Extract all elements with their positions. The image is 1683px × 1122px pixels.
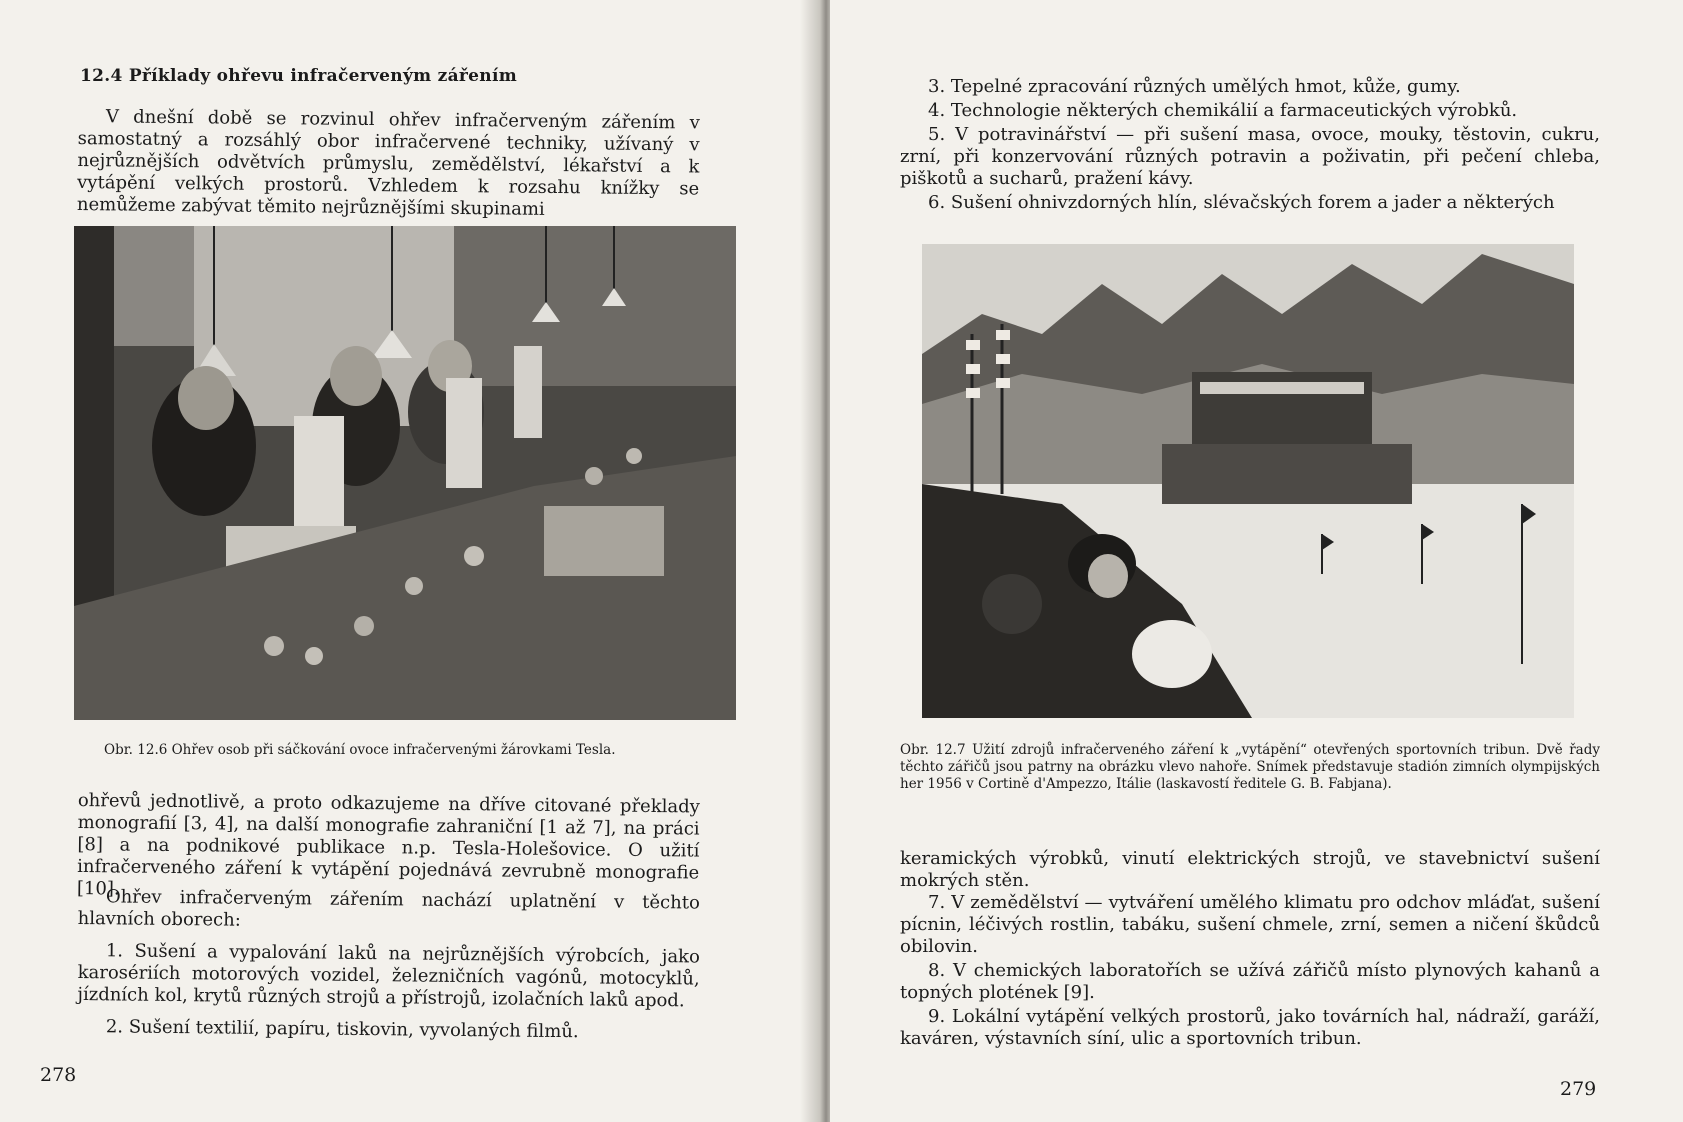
page-number-right: 279 <box>1560 1078 1597 1100</box>
right-page <box>830 0 1683 1122</box>
cortina-stadium-image <box>922 244 1574 718</box>
list-item-1: 1. Sušení a vypalování laků na nejrůznějších výrobcích, jako karosériích motorových vozidel, železničních vagónů, motocyklů, jízdních kol, krytů různých strojů a přístrojů, izolačních laků apod. <box>77 940 700 1012</box>
list-item-6-end: keramických výrobků, vinutí elektrických strojů, ve stavebnictví sušení mokrých stěn. <box>900 848 1600 891</box>
left-page <box>0 0 822 1122</box>
fruit-packing-image <box>74 226 736 720</box>
intro-paragraph: V dnešní době se rozvinul ohřev infračerveným zářením v samostatný a rozsáhlý obor infračervené techniky, užívaný v nejrůznějších odvětvích průmyslu, zemědělství, lékařství a k vytápění velkých prostorů. Vzhledem k rozsahu knížky se nemůžeme zabývat těmito nejrůznějšími skupinami <box>76 106 700 220</box>
list-item-9: 9. Lokální vytápění velkých prostorů, jako továrních hal, nádraží, garáží, kaváren, výstavních síní, ulic a sportovních tribun. <box>900 1006 1600 1049</box>
list-item-4: 4. Technologie některých chemikálií a farmaceutických výrobků. <box>928 100 1518 121</box>
list-item-7: 7. V zemědělství — vytváření umělého klimatu pro odchov mláďat, sušení pícnin, léčivých rostlin, tabáku, sušení chmele, zrní, semen a ničení škůdců obilovin. <box>900 892 1600 957</box>
list-item-5: 5. V potravinářství — při sušení masa, ovoce, mouky, těstovin, cukru, zrní, při konzervování různých potravin a poživatin, při pečení chleba, piškotů a sucharů, pražení kávy. <box>900 124 1600 189</box>
figure-caption-12-7: Obr. 12.7 Užití zdrojů infračerveného záření k „vytápění“ otevřených sportovních tribun. Dvě řady těchto zářičů jsou patrny na obrázku vlevo nahoře. Snímek představuje stadión zimních olympijských her 1956 v Cortině d'Ampezzo, Itálie (laskavostí ředitele G. B. Fabjana). <box>900 742 1600 792</box>
figure-caption-12-6: Obr. 12.6 Ohřev osob při sáčkování ovoce infračervenými žárovkami Tesla. <box>104 742 616 758</box>
references-paragraph: ohřevů jednotlivě, a proto odkazujeme na dříve citované překlady monografií [3, 4], na další monografie zahraniční [1 až 7], na práci [8] a na podnikové publikace n.p. Tesla-Holešovice. O užití infračerveného záření k vytápění pojednává zevrubně monografie [10]. <box>76 790 700 900</box>
photo-cortina-stadium <box>922 244 1574 718</box>
list-item-8: 8. V chemických laboratořích se užívá zářičů místo plynových kahanů a topných plotének [9]. <box>900 960 1600 1003</box>
list-item-2: 2. Sušení textilií, papíru, tiskovin, vyvolaných filmů. <box>105 1016 579 1043</box>
page-number-left: 278 <box>40 1064 77 1086</box>
section-heading: 12.4 Příklady ohřevu infračerveným zářením <box>80 66 517 86</box>
list-item-6-start: 6. Sušení ohnivzdorných hlín, slévačských forem a jader a některých <box>928 192 1555 213</box>
photo-fruit-packing <box>74 226 736 720</box>
list-item-3: 3. Tepelné zpracování různých umělých hmot, kůže, gumy. <box>928 76 1461 97</box>
fields-paragraph: Ohřev infračerveným zářením nachází uplatnění v těchto hlavních oborech: <box>77 886 700 931</box>
